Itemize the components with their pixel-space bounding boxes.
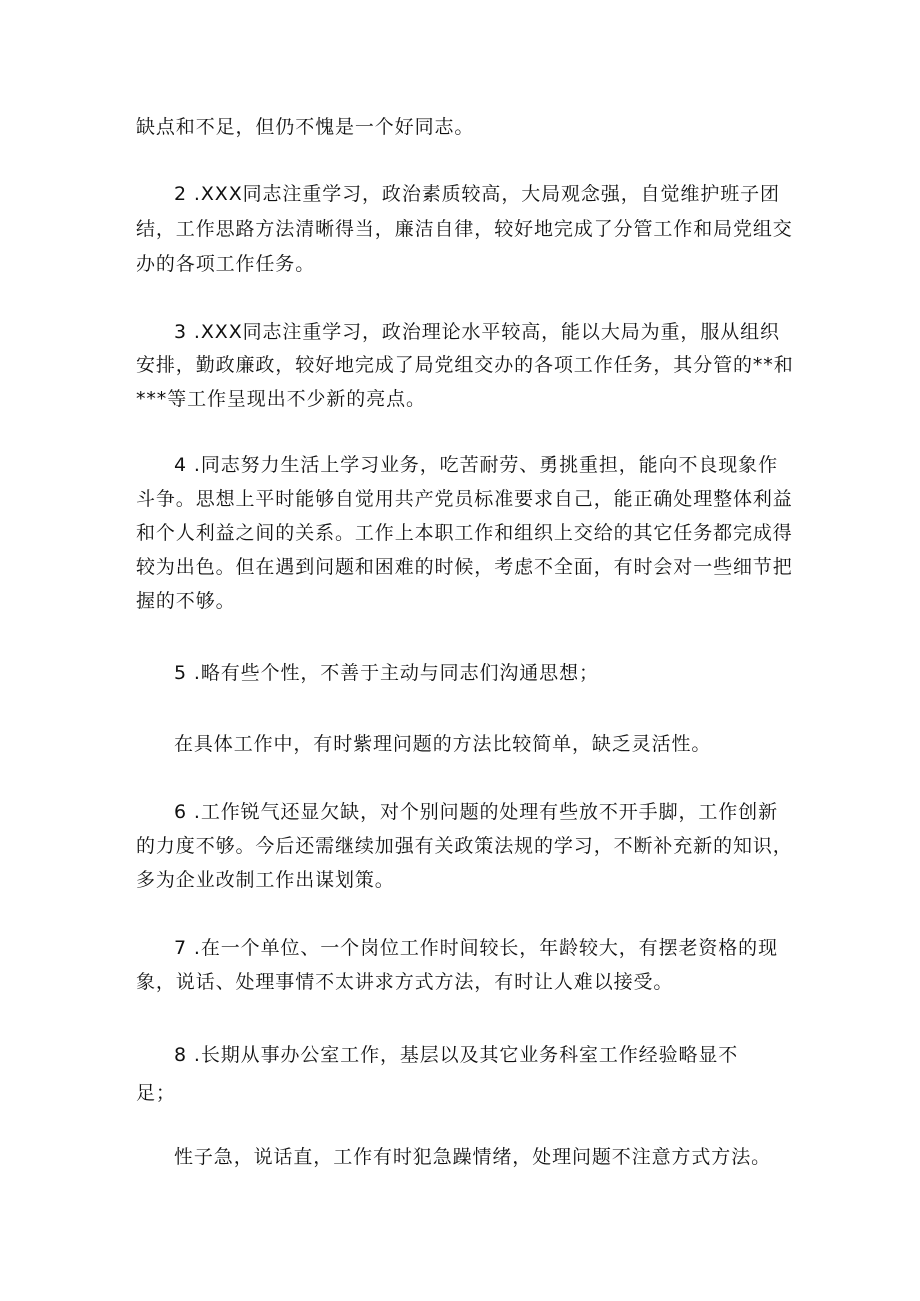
- paragraph-7-line-3: 多为企业改制工作出谋划策。: [136, 869, 395, 891]
- paragraph-7-line-1: 6 .工作锐气还显欠缺，对个别问题的处理有些放不开手脚，工作创新: [174, 801, 778, 823]
- paragraph-9-line-2: 足；: [136, 1082, 176, 1104]
- paragraph-4-line-2: 斗争。思想上平时能够自觉用共产党员标准要求自己，能正确处理整体利益: [136, 488, 793, 510]
- paragraph-9-line-1: 8 .长期从事办公室工作，基层以及其它业务科室工作经验略显不: [174, 1044, 739, 1066]
- paragraph-4-line-3: 和个人利益之间的关系。工作上本职工作和组织上交给的其它任务都完成得: [136, 522, 793, 544]
- paragraph-7-line-2: 的力度不够。今后还需继续加强有关政策法规的学习，不断补充新的知识，: [136, 835, 793, 857]
- paragraph-3-line-3: ***等工作呈现出不少新的亮点。: [136, 388, 426, 410]
- paragraph-2-line-3: 办的各项工作任务。: [136, 253, 316, 275]
- paragraph-3-line-2: 安排，勤政廉政，较好地完成了局党组交办的各项工作任务，其分管的**和: [136, 354, 794, 376]
- paragraph-4-line-4: 较为出色。但在遇到问题和困难的时候，考虑不全面，有时会对一些细节把: [136, 556, 793, 578]
- paragraph-8-line-1: 7 .在一个单位、一个岗位工作时间较长，年龄较大，有摆老资格的现: [174, 937, 778, 959]
- paragraph-6-line-1: 在具体工作中，有时紫理问题的方法比较简单，缺乏灵活性。: [174, 733, 712, 755]
- paragraph-4-line-5: 握的不够。: [136, 590, 236, 612]
- paragraph-1-line-1: 缺点和不足，但仍不愧是一个好同志。: [136, 116, 475, 138]
- paragraph-4-line-1: 4 .同志努力生活上学习业务，吃苦耐劳、勇挑重担，能向不良现象作: [174, 454, 778, 476]
- paragraph-5-line-1: 5 .略有些个性，不善于主动与同志们沟通思想；: [174, 662, 599, 684]
- paragraph-8-line-2: 象，说话、处理事情不太讲求方式方法，有时让人难以接受。: [136, 971, 674, 993]
- paragraph-2-line-2: 结，工作思路方法清晰得当，廉洁自律，较好地完成了分管工作和局党组交: [136, 218, 793, 240]
- paragraph-3-line-1: 3 .XXX同志注重学习，政治理论水平较高，能以大局为重，服从组织: [174, 321, 780, 343]
- paragraph-2-line-1: 2 .XXX同志注重学习，政治素质较高，大局观念强，自觉维护班子团: [174, 183, 780, 205]
- paragraph-10-line-1: 性子急，说话直，工作有时犯急躁情绪，处理问题不注意方式方法。: [174, 1146, 772, 1168]
